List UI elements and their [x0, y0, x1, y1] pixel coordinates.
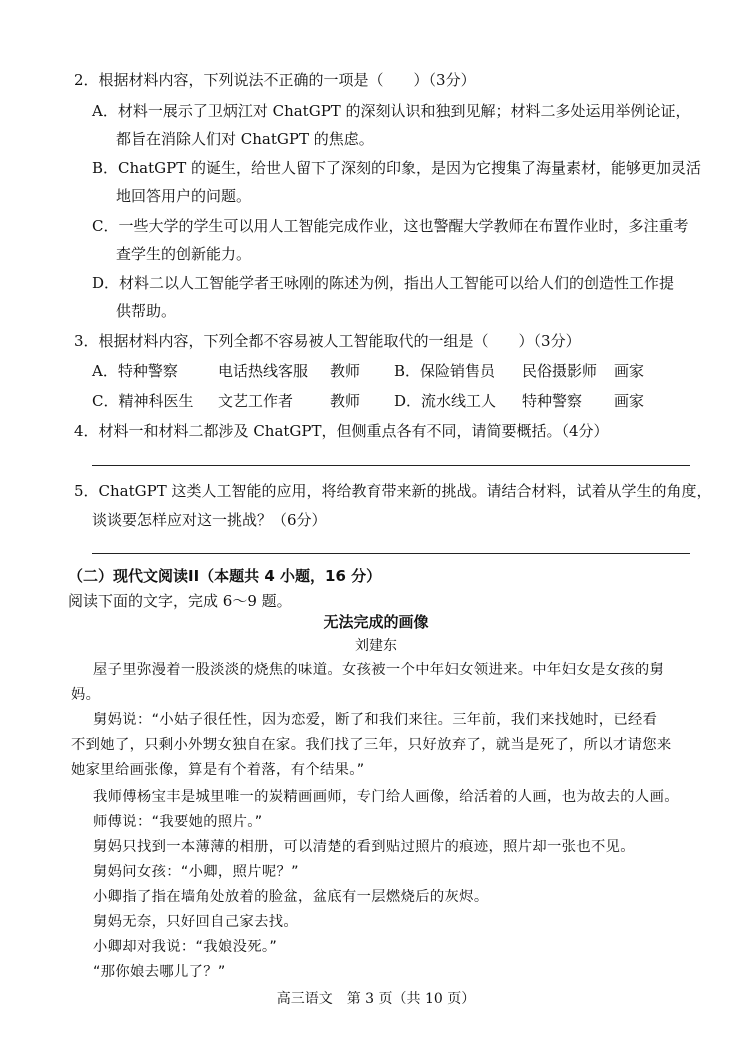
q3-option-a-item2: 电话热线客服	[218, 362, 309, 380]
q4-stem: 4．材料一和材料二都涉及 ChatGPT，但侧重点各有不同，请简要概括。（4分）	[74, 422, 609, 440]
article-paragraph-1-line1: 屋子里弥漫着一股淡淡的烧焦的味道。女孩被一个中年妇女领进来。中年妇女是女孩的舅	[93, 662, 665, 678]
section-instruction: 阅读下面的文字，完成 6～9 题。	[68, 592, 292, 610]
q3-option-d-item3: 画家	[614, 392, 645, 410]
q2-stem: 2．根据材料内容，下列说法不正确的一项是（ ）（3分）	[74, 71, 476, 89]
q3-option-b-item3: 画家	[614, 362, 645, 380]
article-paragraph-2-line1: 舅妈说：“小姑子很任性，因为恋爱，断了和我们来往。三年前，我们来找她时，已经看	[93, 712, 658, 728]
article-paragraph-9: 小卿却对我说：“我娘没死。”	[93, 939, 278, 955]
q3-option-d-item2: 特种警察	[522, 392, 583, 410]
q2-option-a-line1: A．材料一展示了卫炳江对 ChatGPT 的深刻认识和独到见解；材料二多处运用举例论证，	[92, 102, 691, 120]
section-heading: （二）现代文阅读II（本题共 4 小题，16 分）	[68, 567, 382, 585]
q2-option-c-line2: 查学生的创新能力。	[116, 245, 252, 263]
q4-answer-line[interactable]	[92, 465, 690, 466]
article-paragraph-6: 舅妈问女孩：“小卿，照片呢？”	[93, 864, 299, 880]
q5-stem-line1: 5．ChatGPT 这类人工智能的应用，将给教育带来新的挑战。请结合材料，试着从学生的角度，	[74, 482, 712, 500]
q3-option-b-item2: 民俗摄影师	[522, 362, 598, 380]
q2-option-a-line2: 都旨在消除人们对 ChatGPT 的焦虑。	[116, 130, 374, 148]
q2-option-c-line1: C．一些大学的学生可以用人工智能完成作业，这也警醒大学教师在布置作业时，多注重考	[92, 217, 689, 235]
q3-option-a-label: A．特种警察	[92, 362, 178, 380]
article-paragraph-4: 师傅说：“我要她的照片。”	[93, 814, 263, 830]
q2-option-d-line1: D．材料二以人工智能学者王咏刚的陈述为例，指出人工智能可以给人们的创造性工作提	[92, 274, 675, 292]
article-paragraph-7: 小卿指了指在墙角处放着的脸盆，盆底有一层燃烧后的灰烬。	[93, 889, 489, 905]
q2-option-b-line2: 地回答用户的问题。	[116, 187, 252, 205]
article-paragraph-10: “那你娘去哪儿了？”	[93, 964, 226, 980]
q3-option-d-label: D．流水线工人	[394, 392, 497, 410]
article-paragraph-2-line2: 不到她了，只剩小外甥女独自在家。我们找了三年，只好放弃了，就当是死了，所以才请您来	[71, 737, 672, 753]
article-author: 刘建东	[355, 638, 397, 654]
page-footer: 高三语文 第 3 页（共 10 页）	[276, 991, 476, 1007]
article-paragraph-1-line2: 妈。	[71, 687, 101, 703]
q3-option-c-item2: 文艺工作者	[218, 392, 294, 410]
q3-option-a-item3: 教师	[330, 362, 361, 380]
q3-option-b-label: B．保险销售员	[394, 362, 496, 380]
q3-stem: 3．根据材料内容，下列全都不容易被人工智能取代的一组是（ ）（3分）	[74, 332, 581, 350]
q2-option-b-line1: B．ChatGPT 的诞生，给世人留下了深刻的印象，是因为它搜集了海量素材，能够更加灵活	[92, 159, 701, 177]
q2-option-d-line2: 供帮助。	[116, 302, 177, 320]
article-paragraph-8: 舅妈无奈，只好回自己家去找。	[93, 914, 299, 930]
q3-option-c-label: C．精神科医生	[92, 392, 194, 410]
article-paragraph-5: 舅妈只找到一本薄薄的相册，可以清楚的看到贴过照片的痕迹，照片却一张也不见。	[93, 839, 635, 855]
article-paragraph-2-line3: 她家里给画张像，算是有个着落，有个结果。”	[71, 762, 365, 778]
q5-stem-line2: 谈谈要怎样应对这一挑战？（6分）	[92, 511, 327, 529]
q5-answer-line[interactable]	[92, 553, 690, 554]
article-paragraph-3: 我师傅杨宝丰是城里唯一的炭精画画师，专门给人画像，给活着的人画，也为故去的人画。	[93, 789, 679, 805]
q3-option-c-item3: 教师	[330, 392, 361, 410]
article-title: 无法完成的画像	[323, 613, 429, 631]
